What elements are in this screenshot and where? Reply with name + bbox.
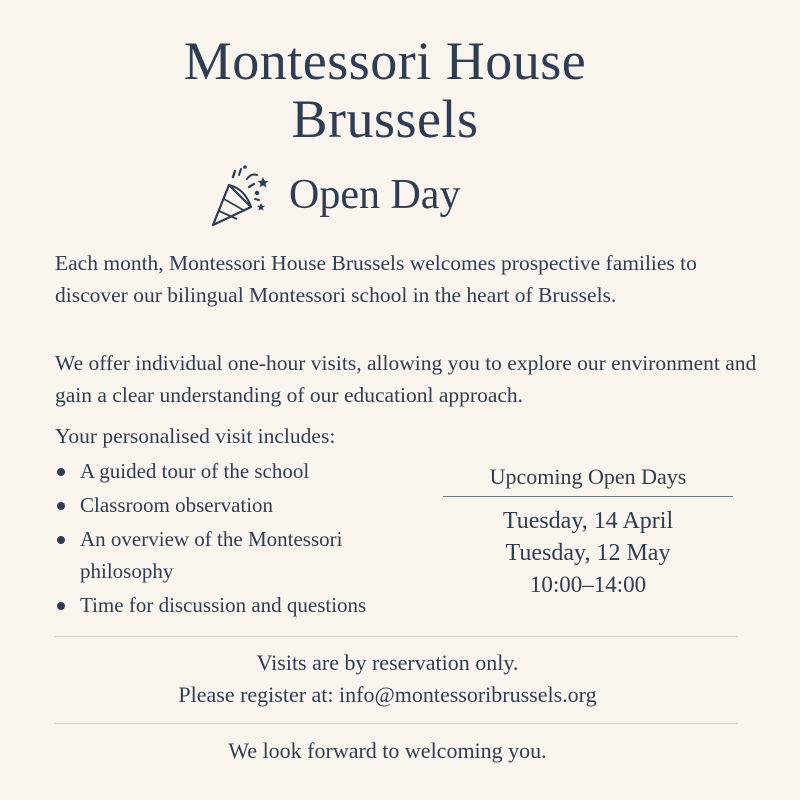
- bullet-icon: [57, 602, 65, 610]
- visit-description-paragraph: We offer individual one-hour visits, allowing you to explore our environment and gain a clear understanding of our educationl approach.: [55, 351, 757, 407]
- intro-paragraph: Each month, Montessori House Brussels welcomes prospective families to discover our bilingual Montessori school in the heart of Brussels.: [55, 251, 697, 307]
- list-item: [55, 455, 435, 487]
- list-item-text: Time for discussion and questions: [80, 593, 367, 617]
- bullet-icon: [57, 502, 65, 510]
- closing-message: We look forward to welcoming you.: [228, 738, 547, 763]
- reservation-note: Visits are by reservation only.: [256, 650, 519, 675]
- list-item: [55, 489, 435, 521]
- divider: [55, 723, 738, 724]
- bullet-icon: [57, 536, 65, 544]
- list-item: [55, 523, 435, 587]
- school-name-line2: Brussels: [291, 89, 479, 149]
- open-day-date-1: Tuesday, 14 April: [502, 508, 674, 534]
- open-day-time: 10:00–14:00: [529, 572, 647, 597]
- upcoming-open-days: [443, 460, 733, 601]
- list-item: [55, 589, 435, 621]
- open-day-title: Open Day: [289, 172, 461, 218]
- list-item-text: An overview of the Montessori philosophy: [80, 527, 343, 583]
- divider: [55, 636, 738, 637]
- open-day-heading: [205, 158, 460, 232]
- upcoming-heading: Upcoming Open Days: [443, 460, 733, 497]
- bullet-icon: [57, 468, 65, 476]
- open-day-date-2: Tuesday, 12 May: [505, 540, 671, 566]
- list-item-text: Classroom observation: [80, 493, 274, 517]
- includes-heading: Your personalised visit includes:: [55, 424, 336, 448]
- registration-email: Please register at: info@montessoribrussels.org: [178, 682, 597, 707]
- school-name-line1: Montessori House: [183, 31, 587, 91]
- party-popper-icon: [205, 159, 277, 231]
- visit-includes-list: [55, 455, 435, 623]
- list-item-text: A guided tour of the school: [80, 459, 310, 483]
